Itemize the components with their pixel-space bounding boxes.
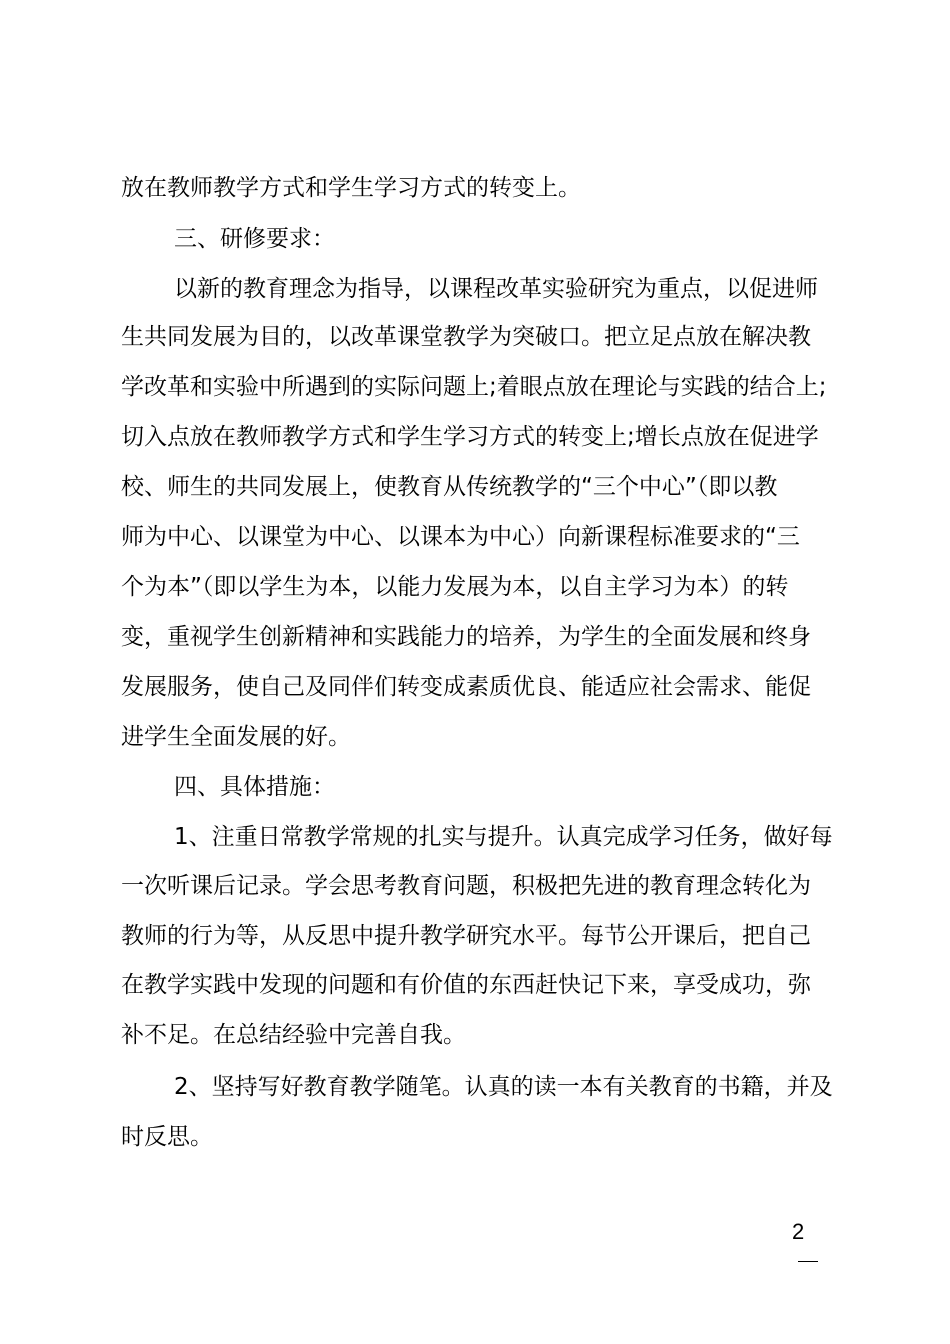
- text-line: 生共同发展为目的，以改革课堂教学为突破口。把立足点放在解决教: [121, 324, 811, 350]
- text-line: 校、师生的共同发展上，使教育从传统教学的“三个中心”（即以教: [121, 474, 778, 500]
- text-line: 放在教师教学方式和学生学习方式的转变上。: [121, 175, 581, 201]
- text-line: 时反思。: [121, 1124, 213, 1150]
- text-line: 补不足。在总结经验中完善自我。: [121, 1022, 466, 1048]
- text-line: 学改革和实验中所遇到的实际问题上;着眼点放在理论与实践的结合上;: [121, 374, 827, 400]
- text-line: 2、坚持写好教育教学随笔。认真的读一本有关教育的书籍，并及: [174, 1074, 833, 1100]
- text-line: 以新的教育理念为指导，以课程改革实验研究为重点，以促进师: [174, 276, 818, 302]
- text-line: 进学生全面发展的好。: [121, 724, 351, 750]
- section-heading: 三、研修要求：: [174, 226, 335, 252]
- text-line: 一次听课后记录。学会思考教育问题，积极把先进的教育理念转化为: [121, 873, 811, 899]
- page-number: 2: [792, 1219, 805, 1244]
- text-line: 师为中心、以课堂为中心、以课本为中心）向新课程标准要求的“三: [121, 524, 800, 550]
- text-line: 变，重视学生创新精神和实践能力的培养，为学生的全面发展和终身: [121, 624, 811, 650]
- page-number-underline: [798, 1261, 818, 1262]
- text-line: 切入点放在教师教学方式和学生学习方式的转变上;增长点放在促进学: [121, 424, 819, 450]
- text-line: 1、注重日常教学常规的扎实与提升。认真完成学习任务，做好每: [174, 824, 833, 850]
- section-heading: 四、具体措施：: [174, 774, 335, 800]
- text-line: 个为本”（即以学生为本，以能力发展为本，以自主学习为本）的转: [121, 574, 789, 600]
- text-line: 发展服务，使自己及同伴们转变成素质优良、能适应社会需求、能促: [121, 674, 811, 700]
- text-line: 在教学实践中发现的问题和有价值的东西赶快记下来，享受成功，弥: [121, 972, 811, 998]
- text-line: 教师的行为等，从反思中提升教学研究水平。每节公开课后，把自己: [121, 923, 811, 949]
